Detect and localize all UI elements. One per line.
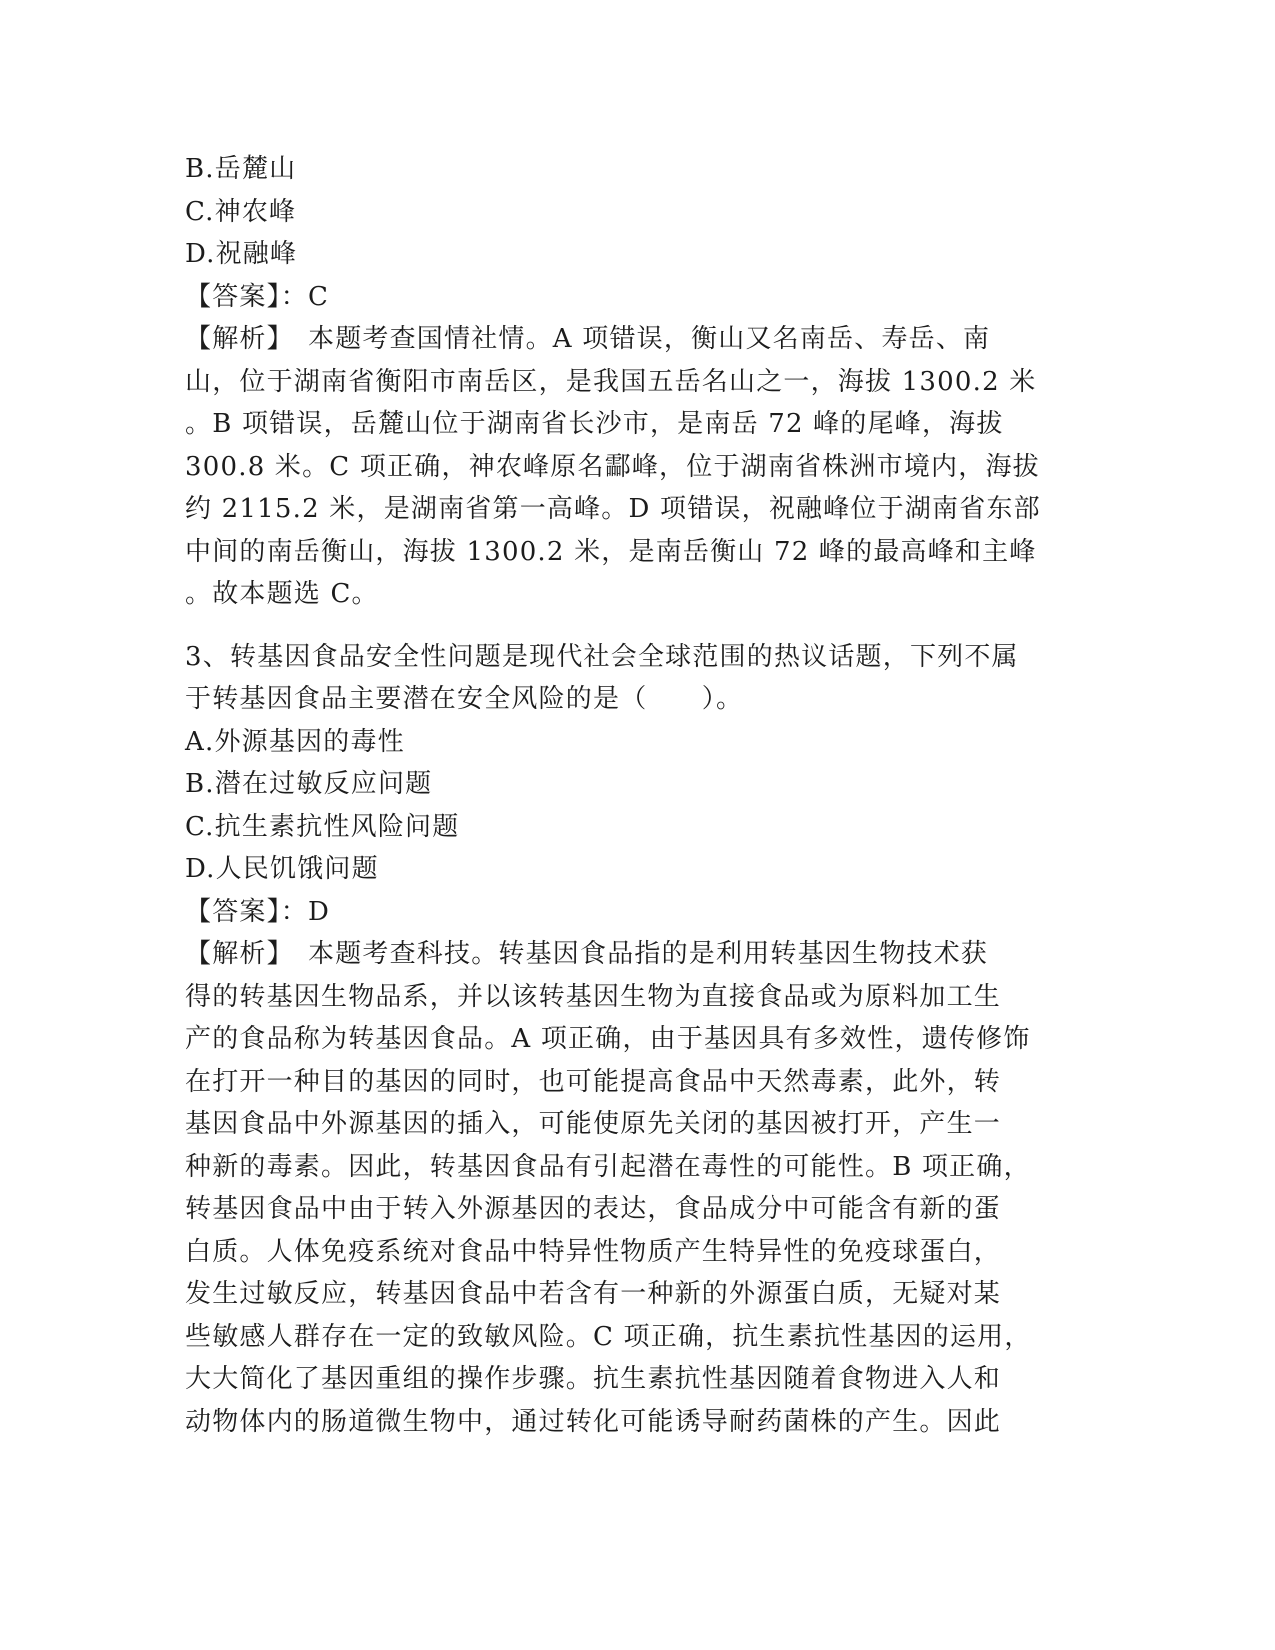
q3-stem-line: 于转基因食品主要潜在安全风险的是（ ）。 (185, 684, 744, 714)
question-spacer (185, 616, 1070, 636)
q3-analysis-line: 基因食品中外源基因的插入，可能使原先关闭的基因被打开，产生一 (185, 1109, 1002, 1139)
q3-analysis-line: 在打开一种目的基因的同时，也可能提高食品中天然毒素，此外，转 (185, 1066, 1002, 1097)
q3-analysis-line: 动物体内的肠道微生物中，通过转化可能诱导耐药菌株的产生。因此 (185, 1406, 1002, 1437)
q3-analysis-line: 转基因食品中由于转入外源基因的表达，食品成分中可能含有新的蛋 (185, 1194, 1002, 1224)
q3-analysis-line: 产的食品称为转基因食品。A 项正确，由于基因具有多效性，遗传修饰 (185, 1024, 1031, 1054)
q3-analysis-line: 种新的毒素。因此，转基因食品有引起潜在毒性的可能性。B 项正确， (185, 1151, 1031, 1182)
q2-analysis-line: 。故本题选 C。 (185, 579, 379, 609)
q3-options (185, 721, 1070, 891)
q3-option-c: C.抗生素抗性风险问题 (185, 811, 460, 842)
q2-analysis-line: 300.8 米。C 项正确，神农峰原名酃峰，位于湖南省株洲市境内，海拔 (185, 451, 1040, 482)
q2-analysis-line: 中间的南岳衡山，海拔 1300.2 米，是南岳衡山 72 峰的最高峰和主峰 (185, 536, 1037, 567)
q3-answer: 【答案】：D (185, 896, 331, 927)
q2-option-c: C.神农峰 (185, 196, 297, 227)
q2-option-b: B.岳麓山 (185, 154, 297, 184)
q3-analysis-line: 些敏感人群存在一定的致敏风险。C 项正确，抗生素抗性基因的运用， (185, 1321, 1032, 1352)
q2-analysis (185, 318, 1070, 616)
q2-options (185, 148, 1070, 276)
q3-analysis-line: 大大简化了基因重组的操作步骤。抗生素抗性基因随着食物进入人和 (185, 1364, 1002, 1394)
q3-stem-line: 3、转基因食品安全性问题是现代社会全球范围的热议话题，下列不属 (185, 641, 1019, 672)
q3-analysis (185, 933, 1070, 1443)
q2-analysis-line: 约 2115.2 米，是湖南省第一高峰。D 项错误，祝融峰位于湖南省东部 (185, 494, 1041, 524)
q2-analysis-line: 。B 项错误，岳麓山位于湖南省长沙市，是南岳 72 峰的尾峰，海拔 (185, 409, 1004, 439)
q3-analysis-line: 白质。人体免疫系统对食品中特异性物质产生特异性的免疫球蛋白， (185, 1236, 1002, 1267)
document-body (185, 148, 1070, 1443)
q3-analysis-line: 【解析】 本题考查科技。转基因食品指的是利用转基因生物技术获 (185, 939, 989, 969)
q2-option-d: D.祝融峰 (185, 239, 298, 269)
q3-option-a: A.外源基因的毒性 (185, 726, 405, 757)
q3-option-d: D.人民饥饿问题 (185, 854, 379, 884)
q3-analysis-line: 发生过敏反应，转基因食品中若含有一种新的外源蛋白质，无疑对某 (185, 1279, 1002, 1309)
q3-option-b: B.潜在过敏反应问题 (185, 769, 433, 799)
q2-answer: 【答案】：C (185, 281, 330, 312)
q2-analysis-line: 【解析】 本题考查国情社情。A 项错误，衡山又名南岳、寿岳、南 (185, 324, 991, 354)
q2-analysis-line: 山，位于湖南省衡阳市南岳区，是我国五岳名山之一，海拔 1300.2 米 (185, 366, 1037, 397)
q3-stem (185, 636, 1070, 721)
q3-analysis-line: 得的转基因生物品系，并以该转基因生物为直接食品或为原料加工生 (185, 981, 1002, 1012)
